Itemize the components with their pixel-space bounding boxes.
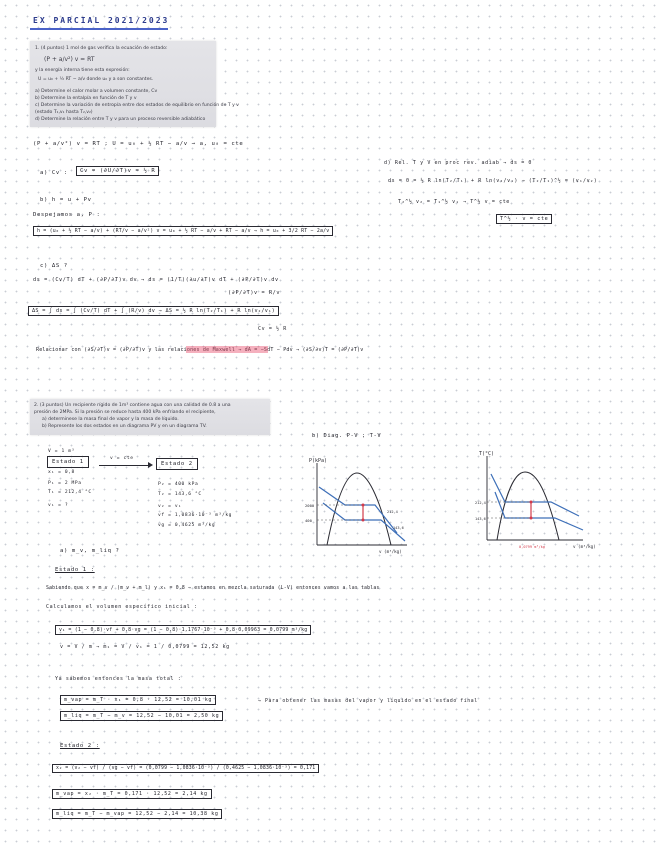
diagram-heading: b) Diag. P-V ; T-V — [312, 433, 382, 439]
page-title: EX PARCIAL 2021/2023 — [33, 16, 170, 25]
pv-p1-label: 2000 — [305, 503, 315, 508]
state2-label: Estado 2 — [161, 461, 193, 467]
tv-state2-point — [530, 517, 533, 520]
p1-result-entropy: ΔS = ∫ ds = ∫ (Cv/T) dT + ∫ (R/v) dv → ΔS = ½ R ln(T₂/T₁) + R ln(v₂/v₁) — [28, 306, 279, 316]
state2-p: P₂ = 400 kPa — [158, 482, 199, 487]
tv-t1-label: 212,4 — [475, 501, 486, 505]
pv-p2-label: 400 — [305, 518, 312, 523]
p2-result-mvap: m_vap = m_T · x₁ = 0,8 · 12,52 = 10,01 kg — [60, 695, 216, 705]
problem1-energy-line: y la energía interna tiene esta expresión: — [35, 68, 130, 73]
p2-estado2-heading: Estado 2 : — [60, 743, 100, 749]
process-arrow — [99, 465, 151, 466]
pv-xlabel: v (m³/kg) — [379, 549, 402, 554]
p2-result-mvap2: m_vap = x₂ · m_T = 0,171 · 12,52 = 2,14 kg — [52, 789, 212, 799]
problem1-item: c) Determine la variación de entropía entre dos estados de equilibrio en función de T y v — [35, 103, 240, 108]
state1-volume: V = 1 m³ — [48, 449, 75, 454]
tv-dome — [497, 472, 559, 540]
p2-result-mliq: m_liq = m_T − m_v = 12,52 − 10,01 = 2,50 kg — [60, 711, 223, 721]
state1-p: P₁ = 2 MPa — [48, 481, 82, 486]
tv-ylabel: T(°C) — [479, 451, 495, 457]
p1-right-eq2: T₂^½ v₂ = T₁^½ v₁ → T^½ v = cte — [398, 199, 510, 205]
state1-v: v₁ = ? — [48, 503, 69, 508]
tv-isobar-high — [491, 474, 579, 516]
p1-line-a: a) Cv : — [40, 170, 68, 176]
pv-t1-label: 212,4 — [387, 510, 398, 514]
tv-v-label: 0,0799 m³/kg — [519, 545, 545, 549]
p1-right-d: d) Rel. T y V en proc rev. adiab → ds = 0 — [384, 160, 533, 166]
p2-estado1-heading: Estado 1 : — [55, 567, 95, 573]
p1-result-h: h = (u₀ + ½ RT − a/v) + (RT/v − a/v²) v = u₀ + ½ RT − a/v + RT − a/v → h = u₀ + 3/2 RT − 2a/v — [33, 226, 333, 236]
p1-right-eq1: ds = 0 = ½ R ln(T₂/T₁) + R ln(v₂/v₁) → (T₂/T₁)^½ = (v₁/v₂) — [388, 178, 598, 184]
problem1-item: d) Determine la relación entre T y v para un proceso reversible adiabático — [35, 117, 206, 122]
pv-diagram — [305, 455, 415, 555]
problem1-item: a) Determine el calor molar a volumen constante, Cv — [35, 89, 158, 94]
tv-xlabel: v (m³/kg) — [573, 544, 596, 549]
p1-line-eos: (P + a/v²) v = RT ; U = u₀ + ½ RT − a/v → a, u₀ = cte — [33, 141, 244, 147]
p2-result-x2: x₂ = (v₂ − vf) / (vg − vf) = (0,0799 − 1,0836·10⁻³) / (0,4625 − 1,0836·10⁻³) = 0,171 — [52, 764, 319, 773]
p1-maxwell-text: Relacionar con (∂S/∂T)v = (∂P/∂T)v y las relaciones de Maxwell → dA = −SdT − Pdv → (∂S/∂v)T = (∂P/∂T)v — [36, 347, 364, 353]
p1-right-result: T^½ · v = cte — [496, 214, 552, 224]
state2-box — [156, 458, 198, 470]
maxwell-highlight — [186, 346, 268, 353]
tv-diagram — [475, 448, 615, 558]
problem1-item: (estado T₁,v₁ hasta T₂,v₂) — [35, 110, 93, 115]
arrow-head-icon — [148, 462, 153, 468]
p2-line: Sabiendo que x = m_v / (m_v + m_l) y x₁ = 0,8 → estamos en mezcla saturada (L-V) entonces vamos a las tablas — [46, 586, 380, 591]
problem2-item: a) determinese la masa final de vapor y la masa de líquido. — [42, 417, 179, 422]
tv-t2-label: 143,6 — [475, 517, 486, 521]
p2-result-v1: v₁ = (1 − 0,8)·vf + 0,8·vg = (1 − 0,8)·1,1767·10⁻³ + 0,8·0,09963 = 0,0799 m³/kg — [55, 625, 311, 635]
p1-line-ds: ds = (Cv/T) dT + (∂P/∂T)v dv → ds = (1/T)(∂u/∂T)v dT + (∂P/∂T)v dv — [33, 277, 279, 283]
state1-t: T₁ = 212,4 °C — [48, 490, 92, 495]
state1-x: x₁ = 0,8 — [48, 470, 75, 475]
title-underline — [30, 28, 168, 30]
p2-ask: a) m_v, m_liq ? — [60, 548, 120, 554]
pv-state2-point — [362, 519, 365, 522]
state1-box — [47, 456, 89, 468]
p2-mass-text: v = V / m → m₁ = V / v₁ = 1 / 0,0799 = 12,52 kg — [60, 644, 230, 650]
tv-state1-point — [530, 501, 533, 504]
problem1-heading: 1. (4 puntos) 1 mol de gas verifica la ecuación de estado: — [35, 46, 168, 51]
problem2-heading: 2. (3 puntos) Un recipiente rígido de 1m³ contiene agua con una calidad de 0.8 a una — [34, 403, 231, 408]
p2-line: Calculamos el volumen específico inicial : — [46, 604, 198, 610]
p1-result-cv: Cv = (∂U/∂T)v = ½ R — [76, 166, 159, 176]
state1-label: Estado 1 — [52, 459, 84, 465]
pv-ylabel: P(kPa) — [309, 458, 328, 464]
problem1-u-equation: U = u₀ + ½ RT − a/v donde u₀ y a son constantes. — [38, 77, 154, 82]
pv-t2-label: 143,6 — [393, 526, 404, 530]
problem2-item: b) Represente los dos estados en un diagrama PV y en un diagrama TV. — [42, 424, 207, 429]
problem1-equation: (P + a/v²) v = RT — [44, 56, 95, 63]
p2-note: → Para obtener las masas del vapor y líquido en el estado final — [258, 699, 478, 704]
p1-line-cv-note: Cv = ½ R — [258, 326, 287, 332]
state2-t: T₂ = 143,6 °C — [158, 492, 202, 497]
p1-line-dpdt: (∂P/∂T)v = R/v — [228, 290, 281, 296]
state2-vg: vg = 0,4625 m³/kg — [158, 523, 216, 528]
p2-result-mliq2: m_liq = m_T − m_vap = 12,52 − 2,14 = 10,38 kg — [52, 809, 222, 819]
pv-state1-point — [362, 504, 365, 507]
p1-line-c: c) ΔS ? — [40, 263, 68, 269]
state2-vf: vf = 1,0836·10⁻³ m³/kg — [158, 513, 233, 518]
pv-dome — [327, 473, 391, 545]
p2-line: Ya sabemos entonces la masa total : — [55, 676, 182, 682]
p1-line-b: b) h = u + Pv — [40, 197, 92, 203]
p1-line-despejamos: Despejamos a, P : — [33, 212, 101, 218]
problem1-photo — [30, 41, 240, 127]
problem2-line2: presión de 2MPa. Si la presión se reduce hasta 400 kPa enfriando el recipiente, — [34, 410, 216, 415]
problem2-photo — [30, 399, 270, 435]
p2-line-mass — [60, 644, 230, 650]
process-label: v = cte — [110, 456, 134, 461]
state2-v: v₂ = v₁ — [158, 504, 182, 509]
problem1-item: b) Determine la entalpía en función de T y v — [35, 96, 137, 101]
